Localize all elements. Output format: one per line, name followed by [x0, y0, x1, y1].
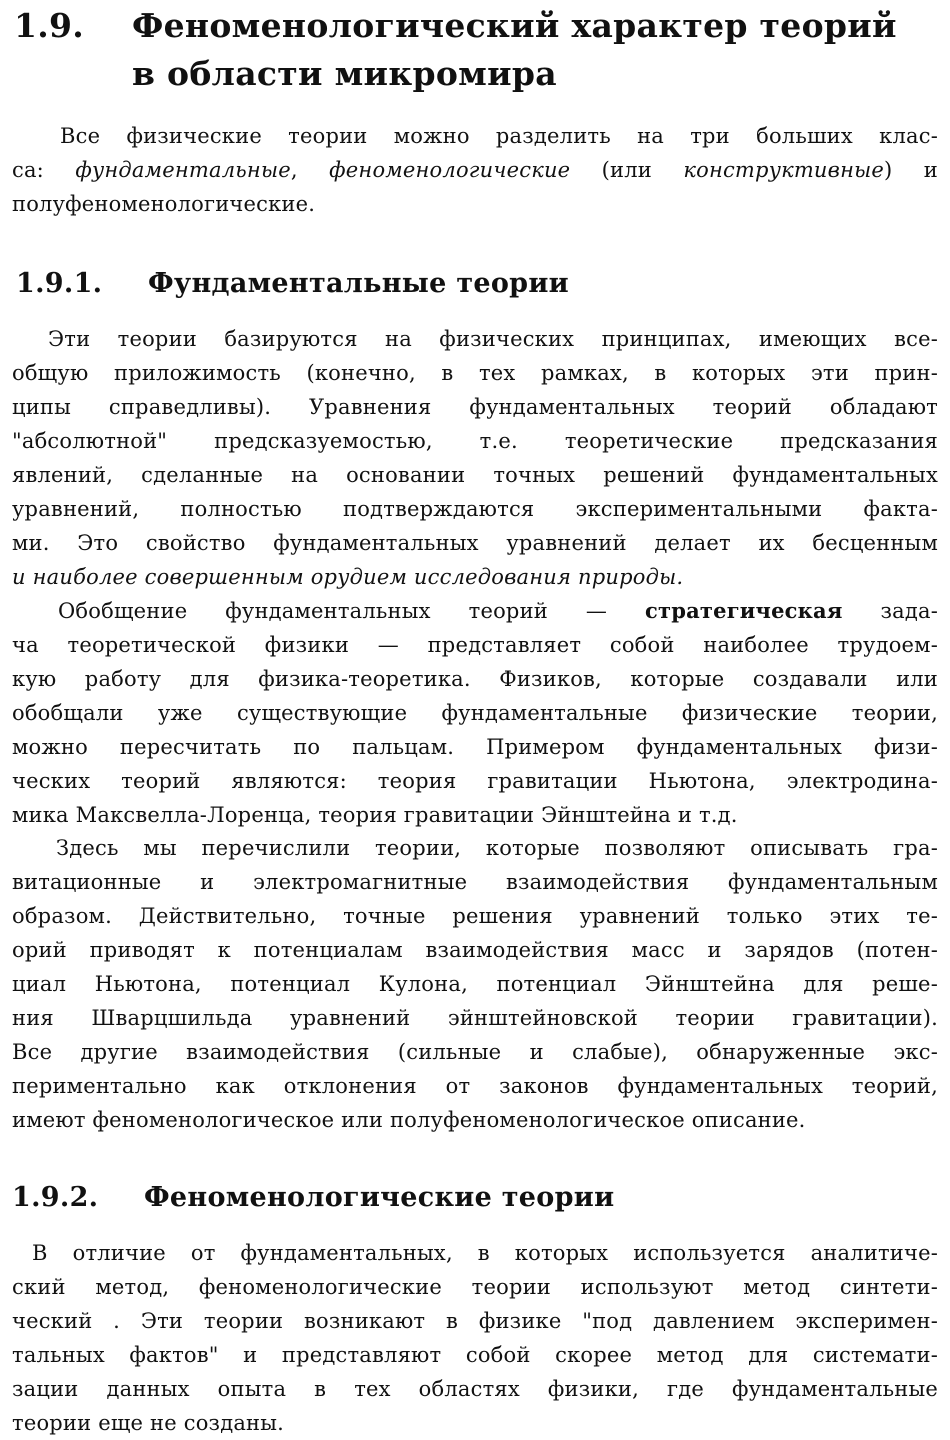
text-line: мика Максвелла-Лоренца, теория гравитации Эйнштейна и т.д.	[12, 803, 738, 827]
text-line	[12, 594, 938, 628]
text-line: ния Шварцшильда уравнений эйнштейновской теории гравитации).	[12, 1006, 938, 1030]
text-line: Все физические теории можно разделить на три больших клас-	[60, 124, 938, 148]
text-line: ча теоретической физики — представляет собой наиболее трудоем-	[12, 633, 938, 657]
section-title-line1: Феноменологический характер теорий	[132, 6, 897, 45]
text-line: периментально как отклонения от законов фундаментальных теорий,	[12, 1074, 938, 1098]
text-fragment: ,	[290, 158, 330, 182]
text-line: орий приводят к потенциалам взаимодействия масс и зарядов (потен-	[12, 938, 938, 962]
paragraph-fundamental-2	[12, 594, 938, 832]
text-line: полуфеноменологические.	[12, 192, 316, 216]
text-line: Здесь мы перечислили теории, которые позволяют описывать гра-	[56, 836, 938, 860]
subsection-heading-fundamental	[16, 267, 569, 301]
text-line: витационные и электромагнитные взаимодействия фундаментальным	[12, 870, 938, 894]
text-line: образом. Действительно, точные решения уравнений только этих те-	[12, 904, 938, 928]
subsection-heading-phenomenological	[12, 1181, 614, 1215]
section-title-line2: в области микромира	[132, 54, 557, 93]
text-line: ский метод, феноменологические теории используют метод синтети-	[12, 1275, 938, 1299]
subsection-title: Фундаментальные теории	[148, 268, 569, 299]
text-line: ческих теорий являются: теория гравитации Ньютона, электродина-	[12, 769, 938, 793]
text-fragment: са:	[12, 158, 76, 182]
text-line: уравнений, полностью подтверждаются экспериментальными факта-	[12, 497, 938, 521]
intro-paragraph	[12, 119, 938, 221]
text-fragment: ) и	[884, 158, 938, 182]
text-line: имеют феноменологическое или полуфеноменологическое описание.	[12, 1108, 806, 1132]
subsection-number: 1.9.1.	[16, 268, 103, 299]
text-fragment: (или	[570, 158, 684, 182]
text-line: явлений, сделанные на основании точных решений фундаментальных	[12, 463, 938, 487]
text-fragment: зада-	[842, 599, 938, 623]
text-line: обобщали уже существующие фундаментальные физические теории,	[12, 701, 938, 725]
text-line: общую приложимость (конечно, в тех рамках, в которых эти прин-	[12, 361, 938, 385]
text-line	[12, 153, 938, 187]
text-line: "абсолютной" предсказуемостью, т.е. теоретические предсказания	[12, 429, 938, 453]
section-heading	[14, 2, 944, 98]
section-number: 1.9.	[14, 6, 85, 45]
subsection-number: 1.9.2.	[12, 1182, 99, 1213]
term-constructive: конструктивные	[683, 158, 885, 182]
text-line: Все другие взаимодействия (сильные и слабые), обнаруженные экс-	[12, 1040, 938, 1064]
paragraph-phenomenological-1	[12, 1236, 938, 1440]
text-fragment: Обобщение фундаментальных теорий —	[58, 599, 646, 623]
text-line: ципы справедливы). Уравнения фундаментальных теорий обладают	[12, 395, 938, 419]
text-line: циал Ньютона, потенциал Кулона, потенциал Эйнштейна для реше-	[12, 972, 938, 996]
text-line-italic: и наиболее совершенным орудием исследования природы.	[12, 565, 684, 589]
text-line: теории еще не созданы.	[12, 1411, 285, 1435]
text-line: можно пересчитать по пальцам. Примером фундаментальных физи-	[12, 735, 938, 759]
text-line: зации данных опыта в тех областях физики, где фундаментальные	[12, 1377, 938, 1401]
text-line: В отличие от фундаментальных, в которых используется аналитиче-	[32, 1241, 938, 1265]
paragraph-fundamental-3	[12, 831, 938, 1137]
text-line: Эти теории базируются на физических принципах, имеющих все-	[48, 327, 938, 351]
text-line: тальных фактов" и представляют собой скорее метод для системати-	[12, 1343, 938, 1367]
term-strategic: стратегическая	[645, 598, 843, 623]
text-line: ческий . Эти теории возникают в физике "под давлением эксперимен-	[12, 1309, 938, 1333]
text-line: кую работу для физика-теоретика. Физиков, которые создавали или	[12, 667, 938, 691]
term-phenomenological: феноменологические	[329, 158, 571, 182]
text-line: ми. Это свойство фундаментальных уравнений делает их бесценным	[12, 531, 938, 555]
term-fundamental: фундаментальные	[75, 158, 291, 182]
paragraph-fundamental-1	[12, 322, 938, 594]
subsection-title: Феноменологические теории	[144, 1182, 615, 1213]
